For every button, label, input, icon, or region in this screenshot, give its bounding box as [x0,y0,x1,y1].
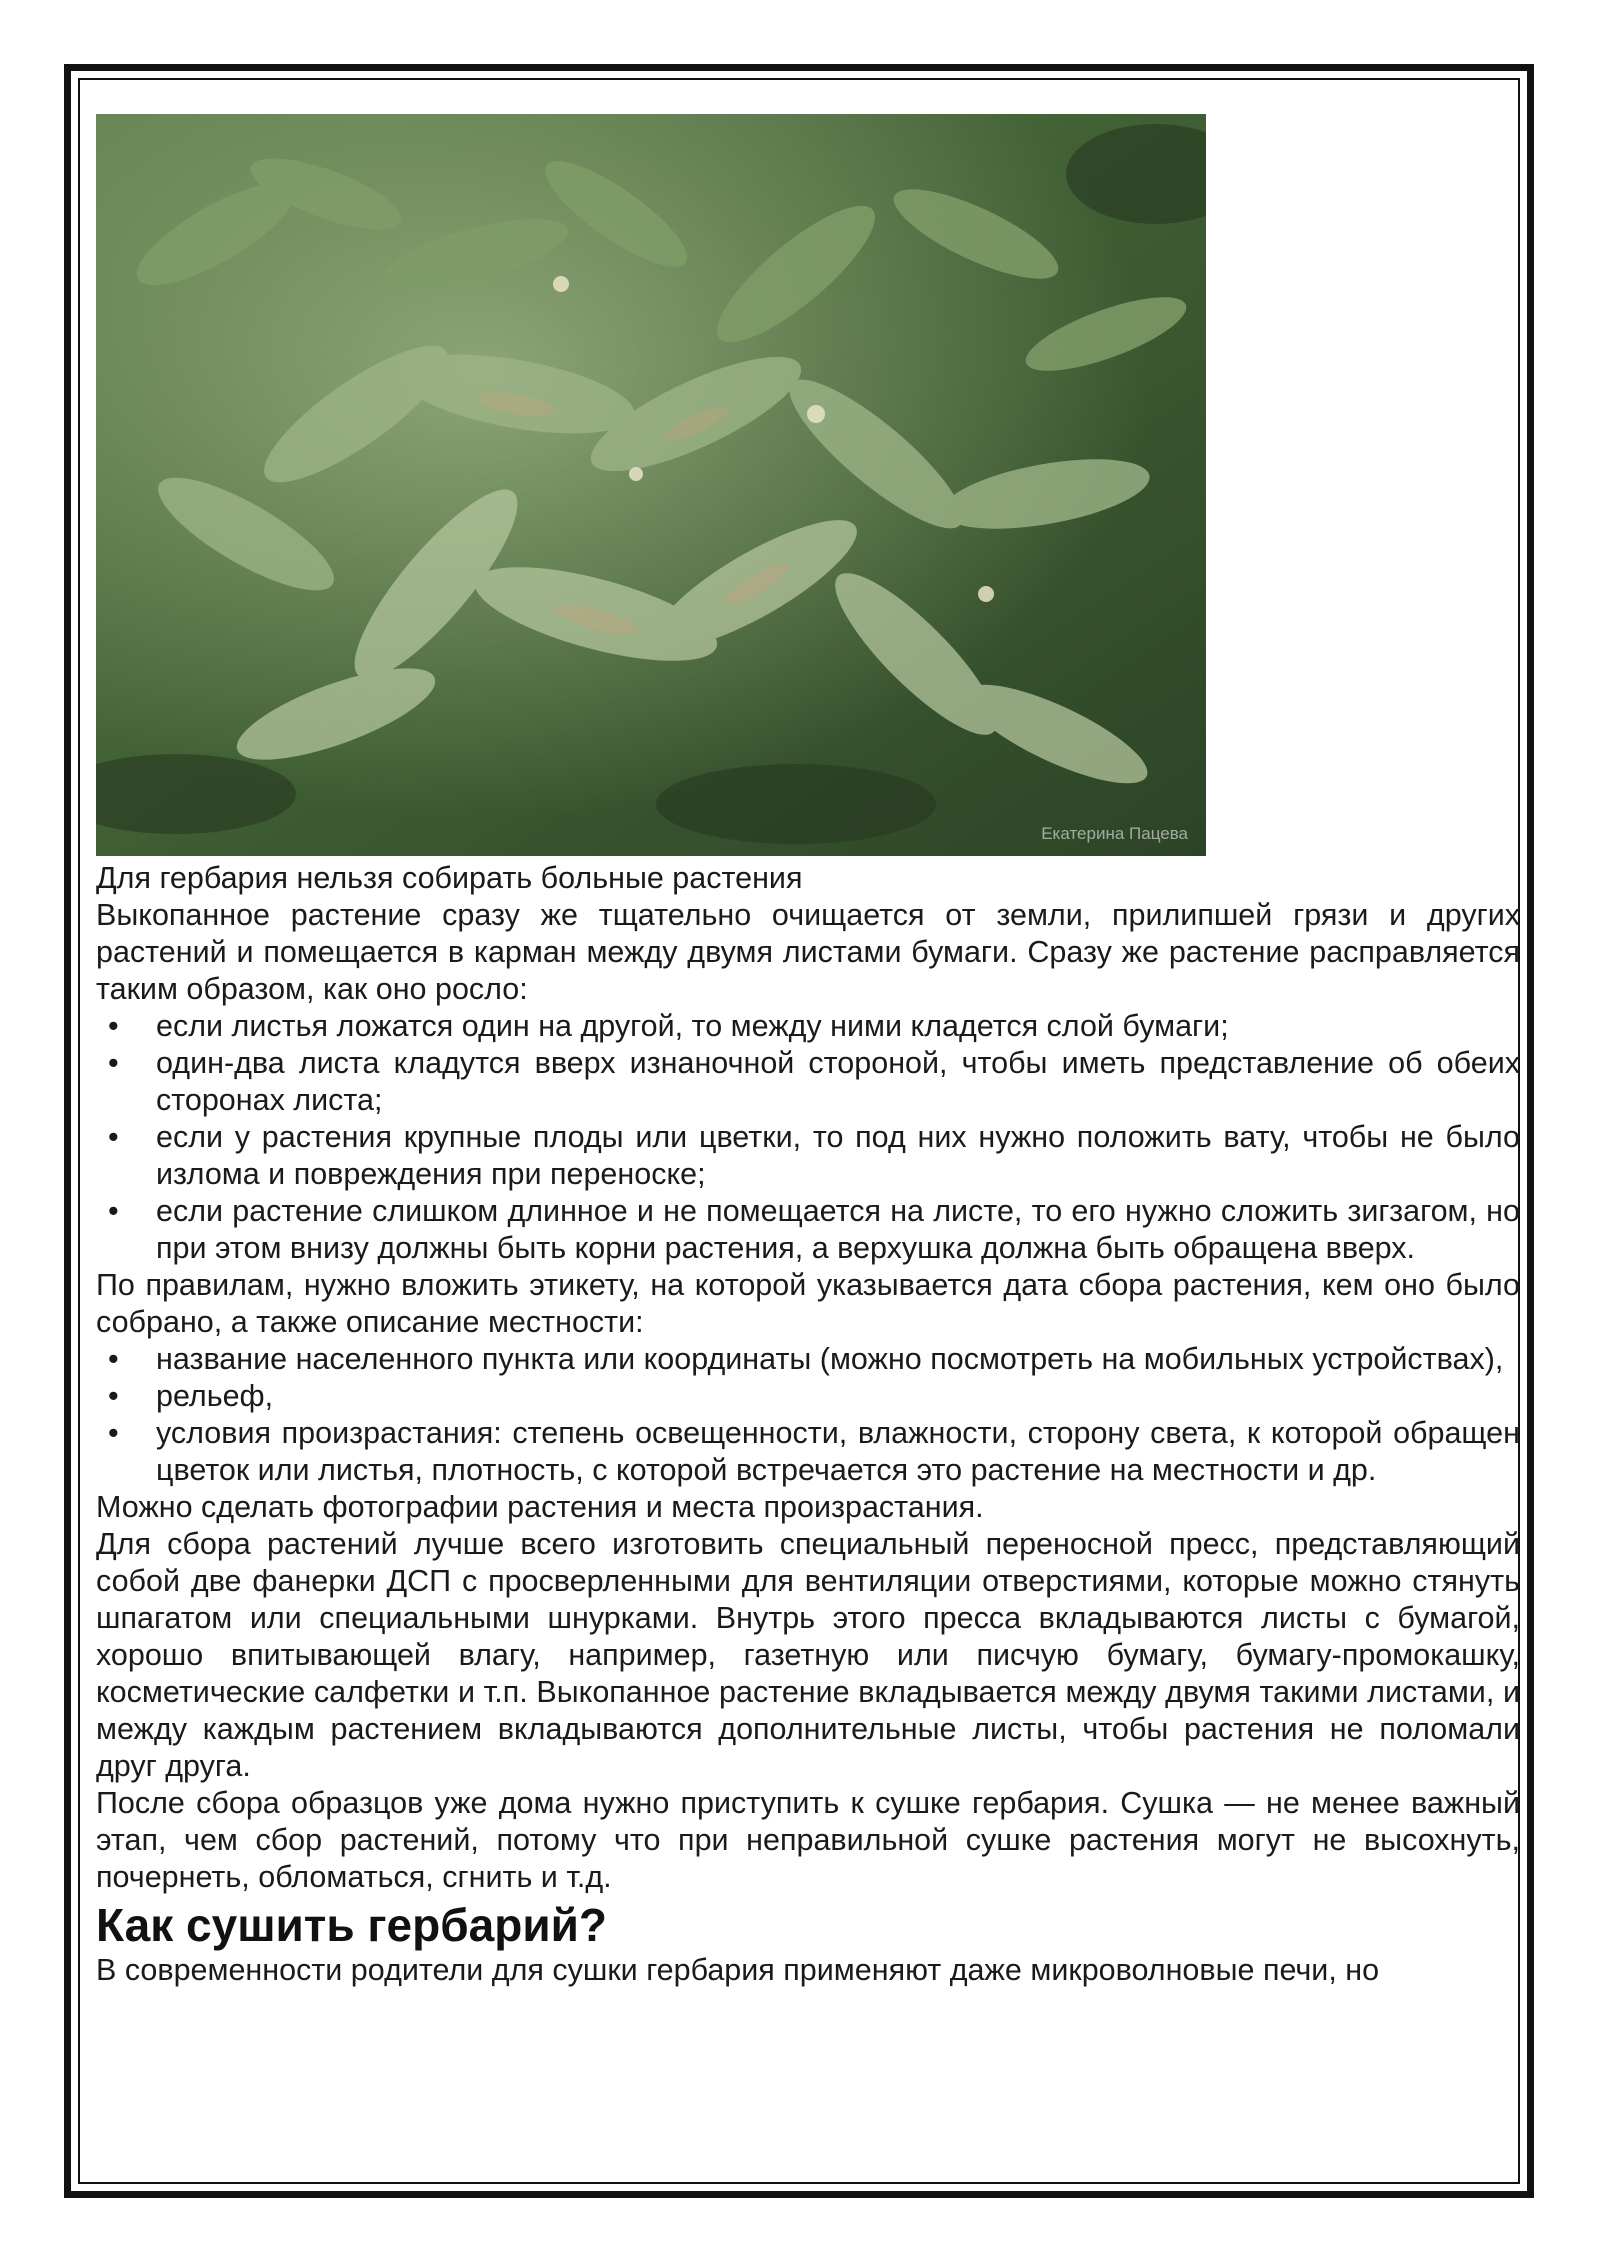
list-item: • условия произрастания: степень освещенности, влажности, сторону света, к которой обращен цветок или листья, плотность, с которой встречается это растение на местности и др. [108,1416,1520,1487]
bullet-list-placement [96,1008,1520,1267]
paragraph-drying-intro: После сбора образцов уже дома нужно приступить к сушке гербария. Сушка — не менее важный этап, чем сбор растений, потому что при неправильной сушке растения могут не высохнуть, почернеть, обломаться, сгнить и т.д. [96,1786,1520,1894]
paragraph-cleaning: Выкопанное растение сразу же тщательно очищается от земли, прилипшей грязи и других растений и помещается в карман между двумя листами бумаги. Сразу же растение расправляется таким образом, как оно росло: [96,898,1520,1006]
chestnut-leaves-image [96,114,1206,856]
bullet-icon: • [108,1416,119,1450]
document-content [96,114,1520,1989]
plant-photo [96,114,1206,856]
photo-watermark: Екатерина Пацева [1041,824,1188,843]
list-item: • рельеф, [108,1379,274,1413]
bullet-icon: • [108,1120,119,1154]
bullet-icon: • [108,1009,119,1043]
paragraph-microwave: В современности родители для сушки гербария применяют даже микроволновые печи, но [96,1953,1380,1987]
list-item: • название населенного пункта или координаты (можно посмотреть на мобильных устройствах), [108,1342,1504,1376]
list-item: • если листья ложатся один на другой, то между ними кладется слой бумаги; [108,1009,1229,1043]
bullet-icon: • [108,1194,119,1228]
list-item: • один-два листа кладутся вверх изнаночной стороной, чтобы иметь представление об обеих сторонах листа; [108,1046,1520,1117]
paragraph-press: Для сбора растений лучше всего изготовить специальный переносной пресс, представляющий собой две фанерки ДСП с просверленными для вентиляции отверстиями, которые можно стянуть шпагатом или специальными шнурками. Внутрь этого пресса вкладываются листы с бумагой, хорошо впитывающей влагу, например, газетную или писчую бумагу, бумагу-промокашку, косметические салфетки и т.п. Выкопанное растение вкладывается между двумя такими листами, и между каждым растением вкладываются дополнительные листы, чтобы растения не поломали друг друга. [96,1527,1520,1783]
bullet-icon: • [108,1046,119,1080]
list-item: • если у растения крупные плоды или цветки, то под них нужно положить вату, чтобы не было излома и повреждения при переноске; [108,1120,1520,1191]
section-heading: Как сушить гербарий? [96,1899,607,1951]
paragraph-label: По правилам, нужно вложить этикету, на которой указывается дата сбора растения, кем оно было собрано, а также описание местности: [96,1268,1520,1339]
bullet-icon: • [108,1342,119,1376]
photo-caption: Для гербария нельзя собирать больные растения [96,861,803,895]
bullet-icon: • [108,1379,119,1413]
bullet-list-location [96,1341,1520,1489]
paragraph-photos: Можно сделать фотографии растения и места произрастания. [96,1490,984,1524]
list-item: • если растение слишком длинное и не помещается на листе, то его нужно сложить зигзагом, но при этом внизу должны быть корни растения, а верхушка должна быть обращена вверх. [108,1194,1520,1265]
